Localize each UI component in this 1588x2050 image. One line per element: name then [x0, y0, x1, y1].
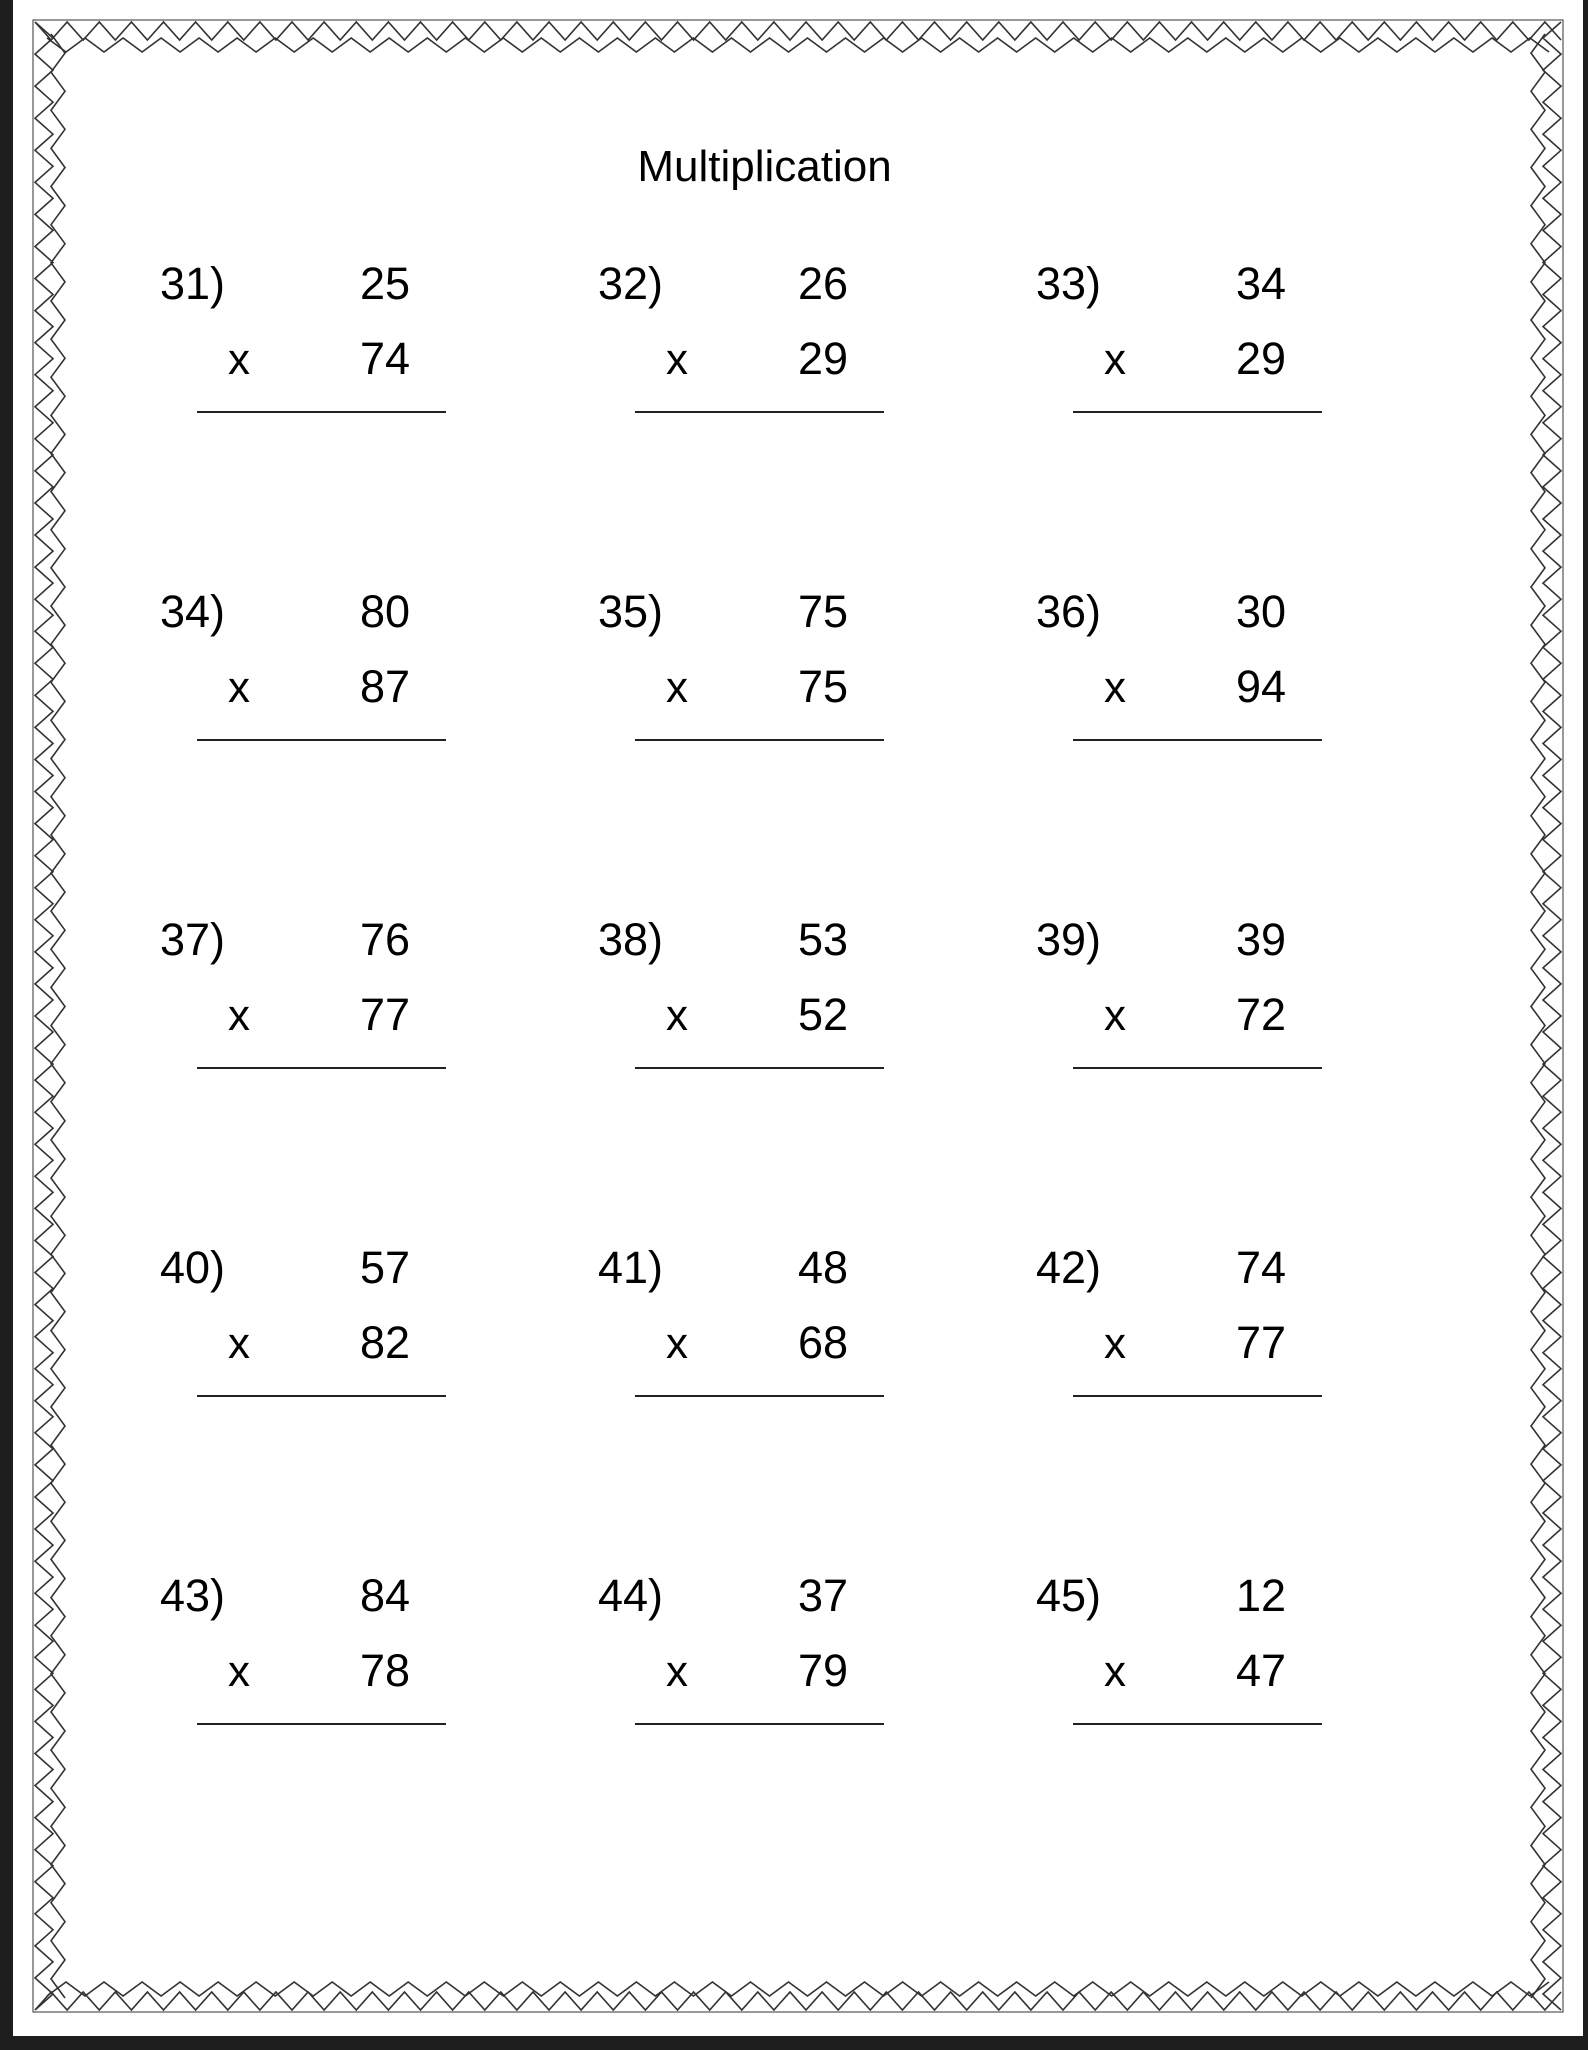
- top-operand: 53: [797, 914, 848, 965]
- top-operand: 76: [359, 914, 410, 965]
- problem-item: [598, 586, 858, 766]
- multiply-sign: x: [228, 663, 250, 712]
- bottom-operand: 29: [797, 333, 848, 384]
- answer-line: [197, 1395, 446, 1397]
- answer-line: [635, 739, 884, 741]
- multiply-sign: x: [666, 663, 688, 712]
- answer-line: [197, 411, 446, 413]
- problem-item: [160, 586, 420, 766]
- answer-line: [635, 411, 884, 413]
- multiply-sign: x: [1104, 663, 1126, 712]
- top-operand: 37: [797, 1570, 848, 1621]
- top-operand: 30: [1235, 586, 1286, 637]
- bottom-operand: 77: [1235, 1317, 1286, 1368]
- problem-number: 36): [1036, 586, 1102, 637]
- problem-item: [1036, 914, 1296, 1094]
- worksheet-page: [13, 0, 1583, 2036]
- problem-item: [160, 258, 420, 438]
- answer-line: [1073, 739, 1322, 741]
- answer-line: [197, 739, 446, 741]
- multiply-sign: x: [228, 1647, 250, 1696]
- bottom-operand: 52: [797, 989, 848, 1040]
- problem-number: 38): [598, 914, 664, 965]
- answer-line: [1073, 1395, 1322, 1397]
- problem-item: [1036, 1242, 1296, 1422]
- answer-line: [1073, 1723, 1322, 1725]
- problem-item: [1036, 258, 1296, 438]
- answer-line: [635, 1723, 884, 1725]
- top-operand: 12: [1235, 1570, 1286, 1621]
- problem-item: [1036, 586, 1296, 766]
- problem-number: 37): [160, 914, 226, 965]
- multiply-sign: x: [666, 1647, 688, 1696]
- top-operand: 75: [797, 586, 848, 637]
- multiply-sign: x: [228, 1319, 250, 1368]
- problem-item: [160, 1242, 420, 1422]
- answer-line: [1073, 411, 1322, 413]
- worksheet-title: Multiplication: [637, 142, 892, 191]
- problem-number: 44): [598, 1570, 664, 1621]
- problem-number: 43): [160, 1570, 226, 1621]
- top-operand: 57: [359, 1242, 410, 1293]
- bottom-operand: 68: [797, 1317, 848, 1368]
- problem-item: [160, 914, 420, 1094]
- answer-line: [635, 1395, 884, 1397]
- top-operand: 80: [359, 586, 410, 637]
- bottom-operand: 79: [797, 1645, 848, 1696]
- multiply-sign: x: [666, 1319, 688, 1368]
- bottom-operand: 29: [1235, 333, 1286, 384]
- problem-item: [598, 914, 858, 1094]
- bottom-operand: 82: [359, 1317, 410, 1368]
- top-operand: 25: [359, 258, 410, 309]
- multiply-sign: x: [228, 991, 250, 1040]
- answer-line: [197, 1067, 446, 1069]
- bottom-operand: 87: [359, 661, 410, 712]
- top-operand: 74: [1235, 1242, 1286, 1293]
- bottom-operand: 77: [359, 989, 410, 1040]
- problem-item: [598, 1570, 858, 1750]
- bottom-operand: 74: [359, 333, 410, 384]
- problem-number: 35): [598, 586, 664, 637]
- problem-item: [598, 1242, 858, 1422]
- answer-line: [635, 1067, 884, 1069]
- multiply-sign: x: [666, 991, 688, 1040]
- problem-number: 31): [160, 258, 226, 309]
- multiply-sign: x: [228, 335, 250, 384]
- problem-number: 40): [160, 1242, 226, 1293]
- problem-item: [1036, 1570, 1296, 1750]
- answer-line: [197, 1723, 446, 1725]
- problem-item: [598, 258, 858, 438]
- top-operand: 34: [1235, 258, 1286, 309]
- bottom-operand: 94: [1235, 661, 1286, 712]
- problem-number: 42): [1036, 1242, 1102, 1293]
- problem-number: 34): [160, 586, 226, 637]
- multiply-sign: x: [666, 335, 688, 384]
- multiply-sign: x: [1104, 335, 1126, 384]
- answer-line: [1073, 1067, 1322, 1069]
- top-operand: 26: [797, 258, 848, 309]
- problem-number: 39): [1036, 914, 1102, 965]
- problem-item: [160, 1570, 420, 1750]
- top-operand: 39: [1235, 914, 1286, 965]
- bottom-operand: 78: [359, 1645, 410, 1696]
- bottom-operand: 72: [1235, 989, 1286, 1040]
- top-operand: 48: [797, 1242, 848, 1293]
- problem-number: 45): [1036, 1570, 1102, 1621]
- multiply-sign: x: [1104, 1647, 1126, 1696]
- problem-number: 33): [1036, 258, 1102, 309]
- bottom-operand: 47: [1235, 1645, 1286, 1696]
- problem-number: 32): [598, 258, 664, 309]
- top-operand: 84: [359, 1570, 410, 1621]
- problem-number: 41): [598, 1242, 664, 1293]
- multiply-sign: x: [1104, 991, 1126, 1040]
- bottom-operand: 75: [797, 661, 848, 712]
- multiply-sign: x: [1104, 1319, 1126, 1368]
